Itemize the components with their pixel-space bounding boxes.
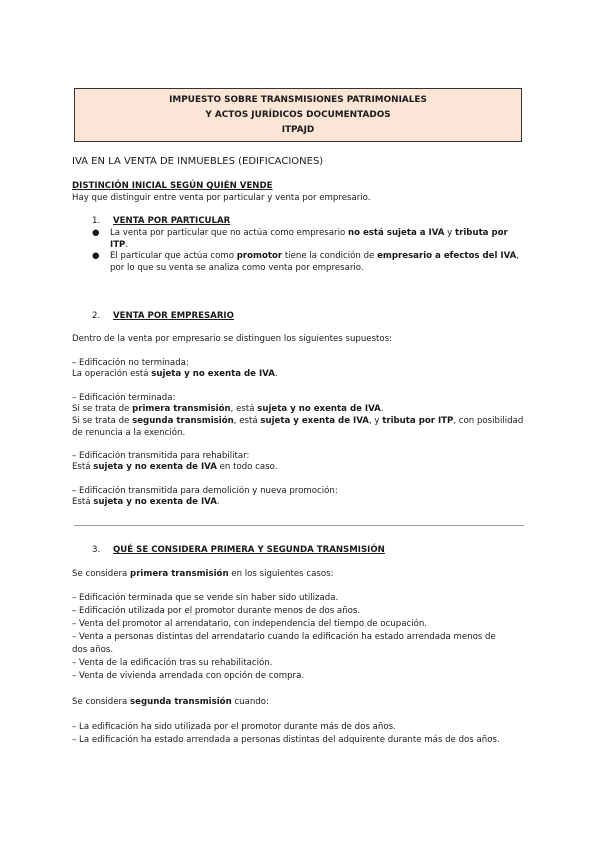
horizontal-divider [74,525,524,526]
particular-number: 1. [92,216,101,226]
segunda-intro: Se considera segunda transmisión cuando: [72,697,269,707]
segunda-item-2: – La edificación ha estado arrendada a personas distintas del adquirente durante más de dos años. [72,735,500,745]
particular-bullet-2: El particular que actúa como promotor tiene la condición de empresario a efectos del IVA, por lo que su venta se analiza como venta por empresario. [110,251,520,273]
primera-item-4-cont: dos años. [72,645,114,655]
case-2-line-3: de renuncia a la exención. [72,428,186,438]
distincion-heading: DISTINCIÓN INICIAL SEGÚN QUIÉN VENDE [72,181,273,191]
case-2-line-2: Si se trata de segunda transmisión, está sujeta y exenta de IVA, y tributa por ITP, con posibilidad [72,416,524,426]
title-line-1: IMPUESTO SOBRE TRANSMISIONES PATRIMONIALES [169,95,427,105]
particular-bullet-1: La venta por particular que no actúa como empresario no está sujeta a IVA y tributa por ITP. [110,228,508,250]
title-line-3: ITPAJD [281,125,315,135]
document-title-box [74,88,522,142]
case-4-text: Está sujeta y no exenta de IVA. [72,497,220,507]
case-1-text: La operación está sujeta y no exenta de IVA. [72,369,278,379]
bullet-icon: ● [92,251,100,261]
particular-heading: 1. VENTA POR PARTICULAR [92,216,231,226]
primera-item-5: – Venta de la edificación tras su rehabilitación. [72,658,273,668]
case-4-title: – Edificación transmitida para demolición y nueva promoción: [72,486,338,496]
empresario-intro: Dentro de la venta por empresario se distinguen los siguientes supuestos: [72,334,393,344]
case-3-text: Está sujeta y no exenta de IVA en todo caso. [72,462,278,472]
transmision-number: 3. [92,545,101,555]
primera-intro: Se considera primera transmisión en los siguientes casos: [72,569,334,579]
distincion-intro: Hay que distinguir entre venta por particular y venta por empresario. [72,193,371,203]
segunda-item-1: – La edificación ha sido utilizada por el promotor durante más de dos años. [72,722,396,732]
primera-item-3: – Venta del promotor al arrendatario, con independencia del tiempo de ocupación. [72,619,428,629]
case-3-title: – Edificación transmitida para rehabilitar: [72,451,250,461]
title-line-2: Y ACTOS JURÍDICOS DOCUMENTADOS [205,110,391,120]
primera-item-4: – Venta a personas distintas del arrendatario cuando la edificación ha estado arrendada menos de [72,632,496,642]
bullet-icon: ● [92,228,100,238]
section-title: IVA EN LA VENTA DE INMUEBLES (EDIFICACIONES) [72,156,324,167]
case-2-line-1: Si se trata de primera transmisión, está sujeta y no exenta de IVA. [72,404,384,414]
primera-item-1: – Edificación terminada que se vende sin haber sido utilizada. [72,593,339,603]
empresario-heading: 2. VENTA POR EMPRESARIO [92,311,234,321]
primera-item-2: – Edificación utilizada por el promotor durante menos de dos años. [72,606,361,616]
case-1-title: – Edificación no terminada: [72,358,189,368]
empresario-number: 2. [92,311,101,321]
transmision-heading: 3. QUÉ SE CONSIDERA PRIMERA Y SEGUNDA TRANSMISIÓN [92,545,385,555]
primera-item-6: – Venta de vivienda arrendada con opción de compra. [72,671,305,681]
case-2-title: – Edificación terminada: [72,393,176,403]
